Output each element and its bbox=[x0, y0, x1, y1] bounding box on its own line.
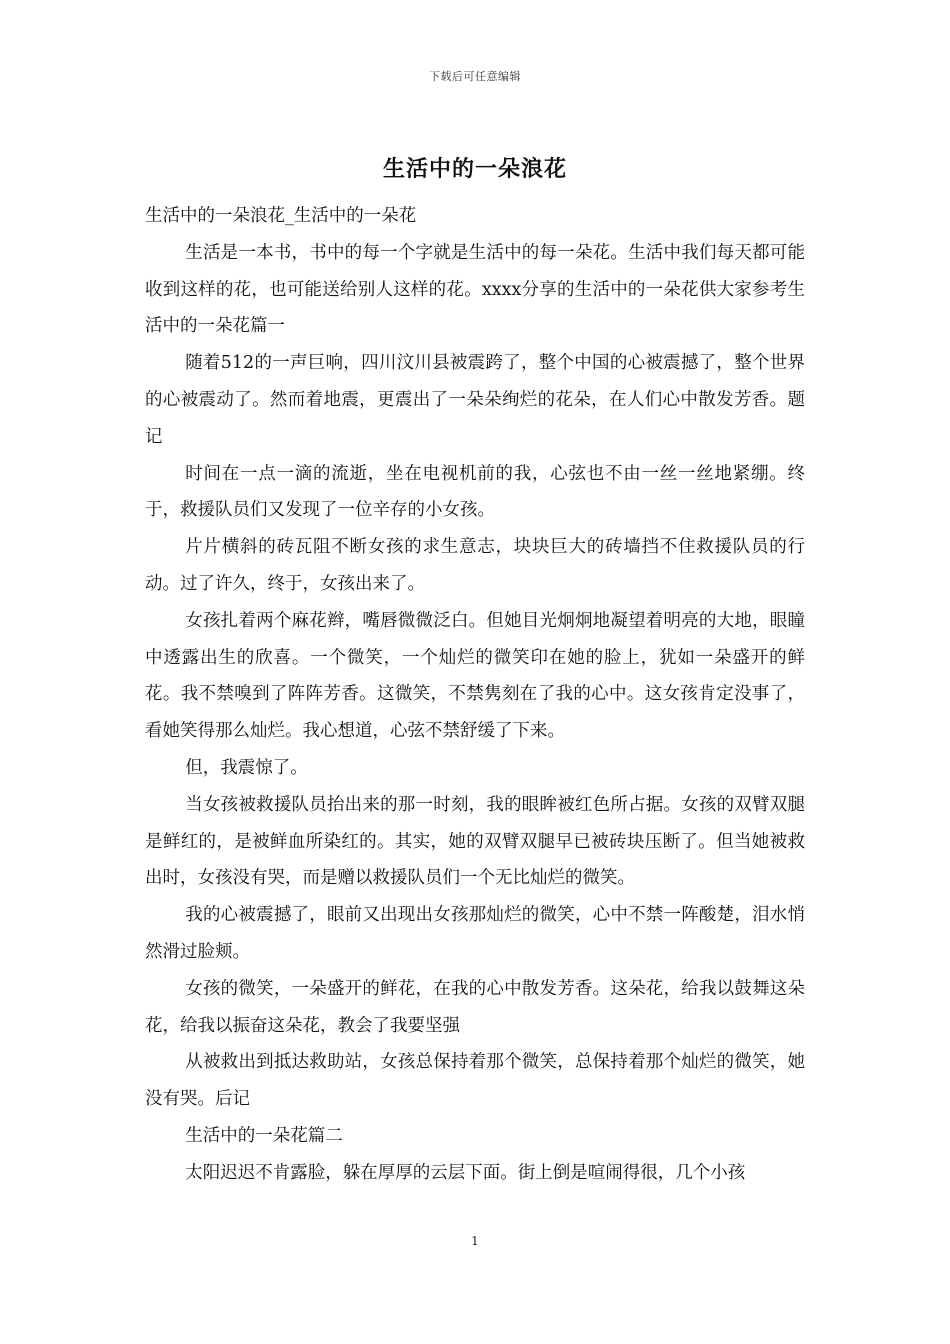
paragraph: 随着512的一声巨响，四川汶川县被震跨了，整个中国的心被震撼了，整个世界的心被震动了。然而着地震，更震出了一朵朵绚烂的花朵，在人们心中散发芳香。题记 bbox=[145, 353, 805, 447]
document-title: 生活中的一朵浪花 bbox=[382, 156, 567, 182]
paragraph: 女孩扎着两个麻花辫，嘴唇微微泛白。但她目光炯炯地凝望着明亮的大地，眼瞳中透露出生的欣喜。一个微笑，一个灿烂的微笑印在她的脸上，犹如一朵盛开的鲜花。我不禁嗅到了阵阵芳香。这微笑，不禁隽刻在了我的心中。这女孩肯定没事了，看她笑得那么灿烂。我心想道，心弦不禁舒缓了下来。 bbox=[145, 610, 805, 742]
paragraph: 时间在一点一滴的流逝，坐在电视机前的我，心弦也不由一丝一丝地紧绷。终于，救援队员们又发现了一位辛存的小女孩。 bbox=[145, 463, 805, 521]
paragraph: 女孩的微笑，一朵盛开的鲜花，在我的心中散发芳香。这朵花，给我以鼓舞这朵花，给我以振奋这朵花，教会了我要坚强 bbox=[145, 978, 805, 1036]
page-header-note: 下载后可任意编辑 bbox=[429, 70, 521, 83]
paragraph: 太阳迟迟不肯露脸，躲在厚厚的云层下面。街上倒是喧闹得很，几个小孩 bbox=[185, 1162, 746, 1183]
section-heading: 生活中的一朵花篇二 bbox=[185, 1125, 343, 1146]
paragraph: 生活是一本书，书中的每一个字就是生活中的每一朵花。生活中我们每天都可能收到这样的花，也可能送给别人这样的花。xxxx分享的生活中的一朵花供大家参考生活中的一朵花篇一 bbox=[145, 242, 805, 337]
document-body bbox=[145, 198, 805, 1192]
document-subtitle: 生活中的一朵浪花_生活中的一朵花 bbox=[145, 206, 417, 226]
paragraph: 我的心被震撼了，眼前又出现出女孩那灿烂的微笑，心中不禁一阵酸楚，泪水悄然滑过脸颊。 bbox=[145, 905, 805, 962]
page-number: 1 bbox=[471, 1234, 479, 1248]
paragraph: 当女孩被救援队员抬出来的那一时刻，我的眼眸被红色所占据。女孩的双臂双腿是鲜红的，是被鲜血所染红的。其实，她的双臂双腿早已被砖块压断了。但当她被救出时，女孩没有哭，而是赠以救援队员们一个无比灿烂的微笑。 bbox=[145, 794, 805, 889]
paragraph: 从被救出到抵达救助站，女孩总保持着那个微笑，总保持着那个灿烂的微笑，她没有哭。后记 bbox=[145, 1052, 805, 1110]
paragraph: 片片横斜的砖瓦阻不断女孩的求生意志，块块巨大的砖墙挡不住救援队员的行动。过了许久，终于，女孩出来了。 bbox=[145, 537, 805, 594]
paragraph: 但，我震惊了。 bbox=[185, 757, 308, 778]
